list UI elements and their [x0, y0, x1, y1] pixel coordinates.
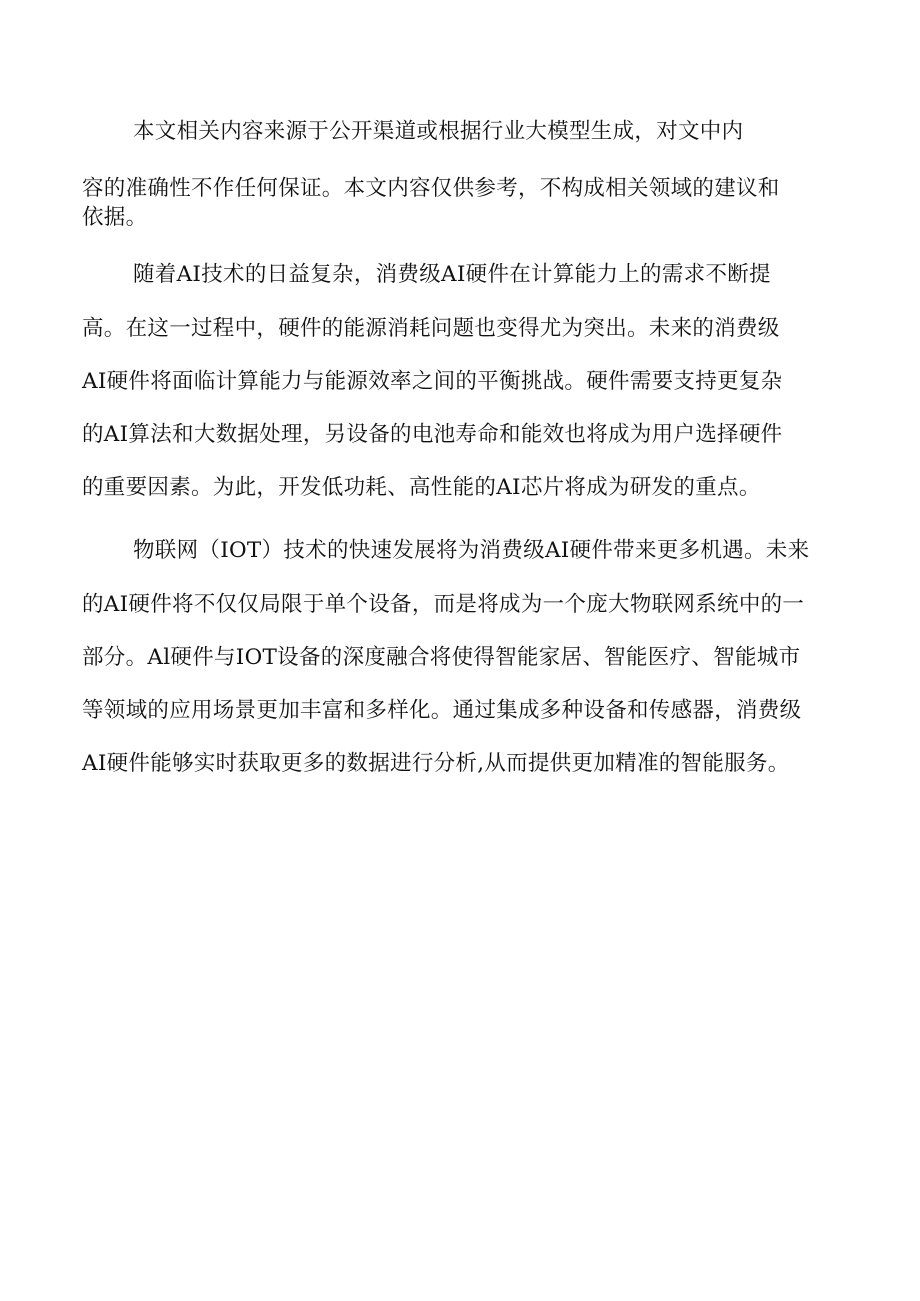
paragraph-1-line-2: 高。在这一过程中，硬件的能源消耗问题也变得尤为突出。未来的消费级 — [82, 316, 780, 341]
paragraph-1-line-3: AI硬件将面临计算能力与能源效率之间的平衡挑战。硬件需要支持更复杂 — [82, 369, 783, 394]
paragraph-1-line-1: 随着AI技术的日益复杂，消费级AI硬件在计算能力上的需求不断提 — [133, 262, 771, 287]
disclaimer-line-2: 容的准确性不作任何保证。本文内容仅供参考，不构成相关领域的建议和 — [82, 176, 780, 201]
paragraph-2-line-3: 部分。Al硬件与IOT设备的深度融合将使得智能家居、智能医疗、智能城市 — [82, 645, 801, 670]
disclaimer-line-1: 本文相关内容来源于公开渠道或根据行业大模型生成，对文中内 — [133, 119, 744, 144]
paragraph-1-line-4: 的AI算法和大数据处理，另设备的电池寿命和能效也将成为用户选择硬件 — [82, 422, 783, 447]
paragraph-1-line-5: 的重要因素。为此，开发低功耗、高性能的AI芯片将成为研发的重点。 — [82, 475, 761, 500]
disclaimer-line-3: 依据。 — [82, 205, 148, 230]
paragraph-2-line-4: 等领域的应用场景更加丰富和多样化。通过集成多种设备和传感器，消费级 — [82, 698, 802, 723]
paragraph-2-line-1: 物联网（IOT）技术的快速发展将为消费级AI硬件带来更多机遇。未来 — [133, 538, 810, 563]
paragraph-2-line-2: 的AI硬件将不仅仅局限于单个设备，而是将成为一个庞大物联网系统中的一 — [82, 592, 805, 617]
paragraph-2-line-5: AI硬件能够实时获取更多的数据进行分析,从而提供更加精准的智能服务。 — [82, 751, 790, 776]
